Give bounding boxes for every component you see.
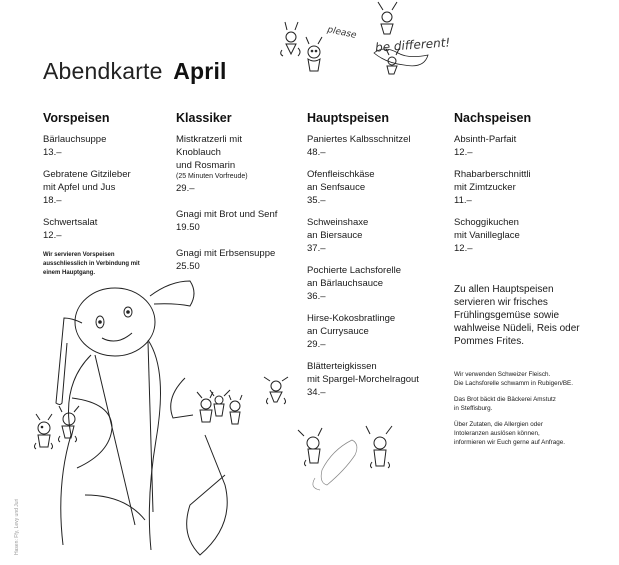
menu-item bbox=[43, 216, 163, 242]
menu-item bbox=[176, 208, 301, 234]
menu-item bbox=[307, 264, 442, 303]
dish-price: 12.– bbox=[454, 243, 473, 254]
section-heading: Vorspeisen bbox=[43, 111, 110, 125]
menu-item bbox=[454, 133, 614, 159]
dish-name: Schwertsalat bbox=[43, 217, 98, 228]
menu-item bbox=[307, 312, 442, 351]
menu-item bbox=[43, 168, 163, 207]
dish-name: Gnagi mit Erbsensuppe bbox=[176, 248, 276, 259]
menu-item bbox=[307, 216, 442, 255]
section-hauptspeisen bbox=[307, 112, 442, 408]
section-vorspeisen bbox=[43, 112, 163, 278]
dish-price: 18.– bbox=[43, 195, 62, 206]
bunny-doodle-icon bbox=[229, 395, 242, 424]
dish-name: Schoggikuchen mit Vanilleglace bbox=[454, 217, 520, 241]
section-heading: Klassiker bbox=[176, 111, 232, 125]
menu-item bbox=[176, 247, 301, 273]
title-abendkarte: Abendkarte bbox=[43, 58, 163, 84]
illustration-credit: Hasen: Ffy, Levy und Juri bbox=[14, 498, 20, 555]
dish-subnote: (25 Minuten Vorfreude) bbox=[176, 173, 248, 180]
section-klassiker bbox=[176, 112, 301, 282]
big-bunny-drawing bbox=[56, 281, 227, 555]
bunny-doodle-icon bbox=[298, 428, 322, 466]
section-heading: Hauptspeisen bbox=[307, 111, 389, 125]
bunny-doodle-icon bbox=[264, 377, 288, 404]
section-heading: Nachspeisen bbox=[454, 111, 532, 125]
dish-name: Blätterteigkissen mit Spargel-Morchelragout bbox=[307, 361, 419, 385]
dish-name: Paniertes Kalbsschnitzel bbox=[307, 134, 411, 145]
bunny-doodle-icon bbox=[59, 406, 80, 442]
bunny-doodle-icon bbox=[197, 392, 213, 422]
info-note: Über Zutaten, die Allergien oder Intoleranzen auslösen können, informieren wir Euch gerne auf Anfrage. bbox=[454, 421, 565, 446]
menu-item bbox=[307, 168, 442, 207]
dish-price: 11.– bbox=[454, 195, 472, 206]
handwritten-be-different: be different! bbox=[374, 35, 451, 55]
dish-name: Gebratene Gitzileber mit Apfel und Jus bbox=[43, 169, 131, 193]
bunny-doodle-icon bbox=[281, 22, 300, 56]
dish-name: Bärlauchsuppe bbox=[43, 134, 107, 145]
dish-price: 37.– bbox=[307, 243, 326, 254]
menu-item bbox=[43, 133, 163, 159]
dish-price: 12.– bbox=[454, 147, 473, 158]
dish-price: 29.– bbox=[307, 339, 326, 350]
dish-name: Schweinshaxe an Biersauce bbox=[307, 217, 369, 241]
side-dishes-note: Zu allen Hauptspeisen servieren wir frisches Frühlingsgemüse sowie wahlweise Nüdeli, Reis oder Pommes Frites. bbox=[454, 284, 580, 347]
menu-item bbox=[307, 133, 442, 159]
menu-item bbox=[454, 168, 614, 207]
dish-price: 19.50 bbox=[176, 222, 200, 233]
handwritten-please: please bbox=[326, 25, 358, 41]
menu-title bbox=[43, 58, 227, 85]
dish-price: 48.– bbox=[307, 147, 326, 158]
bunny-doodle-icon bbox=[35, 414, 53, 449]
dish-price: 29.– bbox=[176, 183, 195, 194]
dish-name: Gnagi mit Brot und Senf bbox=[176, 209, 278, 220]
dish-name: Ofenfleischkäse an Senfsauce bbox=[307, 169, 375, 193]
dish-price: 25.50 bbox=[176, 261, 200, 272]
title-month: April bbox=[173, 58, 227, 84]
vorspeisen-note: Wir servieren Vorspeisen ausschliesslich in Verbindung mit einem Hauptgang. bbox=[43, 252, 140, 276]
section-nachspeisen bbox=[454, 112, 614, 454]
bunny-doodle-icon bbox=[210, 390, 230, 416]
dish-price: 13.– bbox=[43, 147, 62, 158]
dish-price: 12.– bbox=[43, 230, 62, 241]
dish-name: Rhabarberschnittli mit Zimtzucker bbox=[454, 169, 531, 193]
dish-price: 35.– bbox=[307, 195, 326, 206]
dish-name: Hirse-Kokosbratlinge an Currysauce bbox=[307, 313, 396, 337]
info-note: Das Brot bäckt die Bäckerei Amstutz in Steffisburg. bbox=[454, 396, 556, 412]
dish-price: 36.– bbox=[307, 291, 326, 302]
info-notes bbox=[454, 370, 614, 447]
dish-price: 34.– bbox=[307, 387, 326, 398]
menu-item bbox=[176, 133, 301, 195]
dish-name: Mistkratzerli mit Knoblauch und Rosmarin bbox=[176, 134, 242, 171]
bunny-doodle-icon bbox=[306, 37, 322, 71]
menu-item bbox=[454, 216, 614, 255]
bunny-doodle-icon bbox=[366, 426, 392, 468]
menu-item bbox=[307, 360, 442, 399]
bunny-doodle-icon bbox=[378, 2, 397, 34]
dish-name: Pochierte Lachsforelle an Bärlauchsauce bbox=[307, 265, 401, 289]
dish-name: Absinth-Parfait bbox=[454, 134, 517, 145]
info-note: Wir verwenden Schweizer Fleisch. Die Lachsforelle schwamm in Rubigen/BE. bbox=[454, 371, 573, 387]
